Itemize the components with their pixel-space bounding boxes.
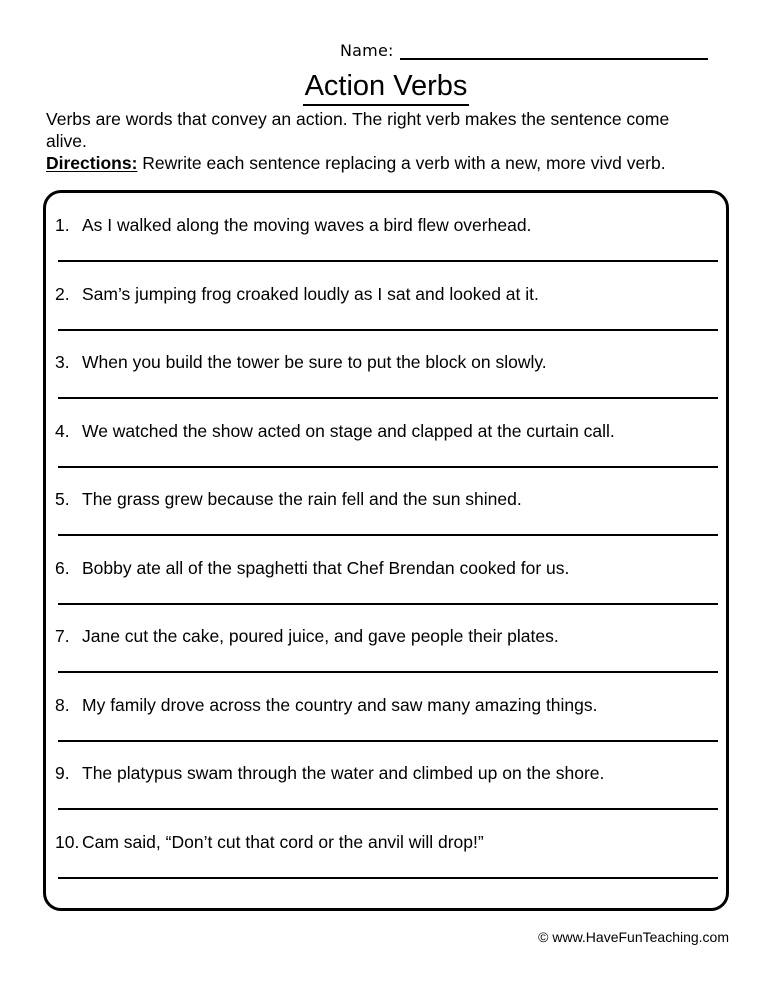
question-number: 3. [55, 352, 70, 372]
question-sentence: My family drove across the country and saw many amazing things. [82, 694, 598, 715]
question-number: 4. [55, 420, 70, 441]
question-text [55, 420, 715, 442]
question-item [55, 267, 723, 336]
directions-label: Directions: [46, 153, 138, 173]
name-input-blank[interactable] [400, 42, 708, 60]
question-sentence: Bobby ate all of the spaghetti that Chef Brendan cooked for us. [82, 557, 570, 578]
question-text [55, 557, 715, 579]
answer-write-line[interactable] [58, 671, 718, 673]
question-text [55, 694, 715, 716]
question-number: 1. [55, 215, 70, 235]
question-text [55, 488, 715, 510]
question-text [55, 762, 715, 784]
directions-text: Rewrite each sentence replacing a verb with a new, more vivd verb. [142, 153, 666, 173]
question-number: 10. [55, 831, 80, 852]
answer-write-line[interactable] [58, 877, 718, 879]
questions-list [46, 193, 726, 908]
name-label: Name: [340, 41, 394, 60]
question-number: 6. [55, 557, 70, 578]
answer-write-line[interactable] [58, 329, 718, 331]
page-title [0, 70, 772, 106]
footer-copyright: © www.HaveFunTeaching.com [538, 929, 729, 945]
question-sentence: The grass grew because the rain fell and the sun shined. [82, 489, 522, 509]
answer-write-line[interactable] [58, 534, 718, 536]
question-text [55, 283, 715, 305]
question-item [55, 198, 723, 267]
answer-write-line[interactable] [58, 260, 718, 262]
question-text [55, 351, 715, 373]
answer-write-line[interactable] [58, 603, 718, 605]
question-sentence: As I walked along the moving waves a bird flew overhead. [82, 215, 532, 235]
question-sentence: Jane cut the cake, poured juice, and gave people their plates. [82, 626, 559, 646]
question-number: 2. [55, 283, 70, 304]
question-text [55, 831, 715, 853]
page-title-text: Action Verbs [303, 70, 470, 106]
question-item [55, 404, 723, 473]
question-sentence: Sam’s jumping frog croaked loudly as I sat and looked at it. [82, 283, 539, 304]
question-item [55, 678, 723, 747]
question-number: 9. [55, 763, 70, 783]
question-item [55, 335, 723, 404]
questions-box [43, 190, 729, 911]
question-number: 7. [55, 626, 70, 646]
intro-paragraph: Verbs are words that convey an action. The right verb makes the sentence come alive. [46, 109, 670, 151]
question-text [55, 214, 715, 236]
question-item [55, 746, 723, 815]
question-sentence: When you build the tower be sure to put the block on slowly. [82, 352, 547, 372]
question-item [55, 472, 723, 541]
question-number: 8. [55, 694, 70, 715]
question-sentence: The platypus swam through the water and climbed up on the shore. [82, 763, 605, 783]
answer-write-line[interactable] [58, 740, 718, 742]
answer-write-line[interactable] [58, 397, 718, 399]
question-sentence: We watched the show acted on stage and clapped at the curtain call. [82, 420, 615, 441]
question-text [55, 625, 715, 647]
question-item [55, 609, 723, 678]
question-item [55, 541, 723, 610]
name-field-row [340, 42, 708, 60]
answer-write-line[interactable] [58, 808, 718, 810]
answer-write-line[interactable] [58, 466, 718, 468]
question-item [55, 815, 723, 884]
directions-line [46, 152, 706, 174]
question-sentence: Cam said, “Don’t cut that cord or the anvil will drop!” [82, 831, 484, 852]
question-number: 5. [55, 489, 70, 509]
